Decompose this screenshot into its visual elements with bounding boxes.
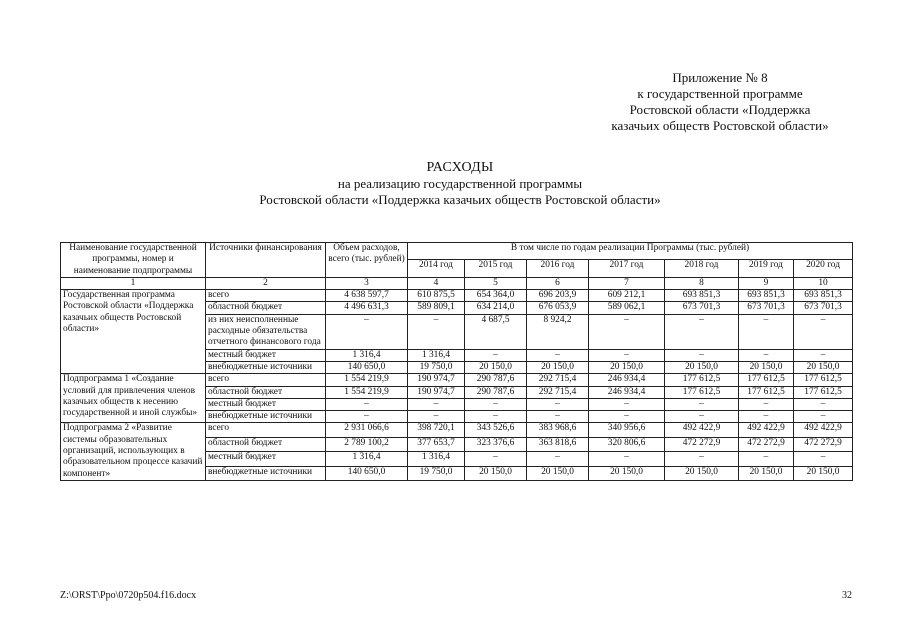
column-number: 6 (527, 277, 589, 289)
year-value: 673 701,3 (665, 302, 739, 314)
year-value: 323 376,6 (465, 437, 527, 451)
header-year: 2020 год (794, 260, 853, 277)
table-row (61, 374, 853, 386)
year-value: 673 701,3 (794, 302, 853, 314)
table-row (61, 423, 853, 437)
year-value: 20 150,0 (794, 466, 853, 480)
year-value: – (794, 452, 853, 466)
year-value: 693 851,3 (794, 290, 853, 302)
year-value: 4 687,5 (465, 314, 527, 349)
table-row (61, 290, 853, 302)
year-value: – (589, 411, 665, 423)
year-value: 472 272,9 (794, 437, 853, 451)
header-year: 2018 год (665, 260, 739, 277)
year-value: 20 150,0 (527, 361, 589, 373)
year-value: – (794, 314, 853, 349)
program-name: Государственная программа Ростовской области «Поддержка казачьих обществ Ростовской области» (61, 290, 206, 374)
year-value: – (527, 411, 589, 423)
title-line: на реализацию государственной программы (337, 176, 583, 191)
column-number: 3 (326, 277, 408, 289)
total-value: – (326, 398, 408, 410)
year-value: 693 851,3 (665, 290, 739, 302)
year-value: 1 316,4 (408, 452, 465, 466)
appendix-line: к государственной программе (637, 86, 803, 101)
funding-source: всего (206, 423, 326, 437)
table-body (61, 290, 853, 481)
file-path: Z:\ORST\Ppo\0720p504.f16.docx (60, 590, 197, 601)
year-value: 377 653,7 (408, 437, 465, 451)
year-value: 589 809,1 (408, 302, 465, 314)
year-value: – (739, 349, 794, 361)
year-value: – (739, 398, 794, 410)
year-value: 290 787,6 (465, 386, 527, 398)
total-value: 2 789 100,2 (326, 437, 408, 451)
year-value: – (665, 411, 739, 423)
year-value: 177 612,5 (665, 374, 739, 386)
year-value: 20 150,0 (589, 466, 665, 480)
year-value: 177 612,5 (665, 386, 739, 398)
year-value: – (794, 349, 853, 361)
year-value: 20 150,0 (794, 361, 853, 373)
year-value: – (665, 349, 739, 361)
column-number: 2 (206, 277, 326, 289)
year-value: – (794, 398, 853, 410)
appendix-line: казачьих обществ Ростовской области» (611, 118, 829, 133)
year-value: 20 150,0 (665, 361, 739, 373)
year-value: 654 364,0 (465, 290, 527, 302)
year-value: 20 150,0 (739, 361, 794, 373)
year-value: – (665, 398, 739, 410)
total-value: 1 316,4 (326, 349, 408, 361)
year-value: 589 062,1 (589, 302, 665, 314)
year-value: – (465, 452, 527, 466)
year-value: 696 203,9 (527, 290, 589, 302)
year-value: – (527, 452, 589, 466)
funding-source: внебюджетные источники (206, 361, 326, 373)
year-value: – (794, 411, 853, 423)
year-value: 320 806,6 (589, 437, 665, 451)
year-value: – (739, 314, 794, 349)
year-value: 340 956,6 (589, 423, 665, 437)
year-value: 398 720,1 (408, 423, 465, 437)
year-value: 363 818,6 (527, 437, 589, 451)
funding-source: областной бюджет (206, 437, 326, 451)
total-value: 2 931 066,6 (326, 423, 408, 437)
total-value: 140 650,0 (326, 361, 408, 373)
appendix-header (560, 70, 880, 134)
year-value: 190 974,7 (408, 374, 465, 386)
column-number: 7 (589, 277, 665, 289)
column-number: 1 (61, 277, 206, 289)
year-value: 20 150,0 (589, 361, 665, 373)
year-value: 20 150,0 (527, 466, 589, 480)
funding-source: местный бюджет (206, 452, 326, 466)
year-value: – (589, 452, 665, 466)
year-value: – (408, 398, 465, 410)
year-value: 19 750,0 (408, 361, 465, 373)
year-value: – (465, 349, 527, 361)
funding-source: всего (206, 374, 326, 386)
year-value: – (589, 398, 665, 410)
year-value: – (739, 452, 794, 466)
header-year: 2016 год (527, 260, 589, 277)
year-value: – (408, 411, 465, 423)
year-value: 246 934,4 (589, 386, 665, 398)
year-value: – (665, 314, 739, 349)
year-value: – (739, 411, 794, 423)
year-value: – (589, 349, 665, 361)
year-value: – (665, 452, 739, 466)
document-title (100, 160, 820, 208)
total-value: – (326, 314, 408, 349)
year-value: – (589, 314, 665, 349)
header-year: 2019 год (739, 260, 794, 277)
funding-source: внебюджетные источники (206, 466, 326, 480)
column-number: 10 (794, 277, 853, 289)
funding-source: местный бюджет (206, 398, 326, 410)
funding-source: областной бюджет (206, 386, 326, 398)
year-value: 383 968,6 (527, 423, 589, 437)
funding-source: внебюджетные источники (206, 411, 326, 423)
appendix-line: Ростовской области «Поддержка (629, 102, 811, 117)
year-value: 492 422,9 (665, 423, 739, 437)
year-value: 290 787,6 (465, 374, 527, 386)
year-value: 492 422,9 (739, 423, 794, 437)
total-value: 1 554 219,9 (326, 374, 408, 386)
funding-source: всего (206, 290, 326, 302)
header-year: 2015 год (465, 260, 527, 277)
page-number: 32 (842, 590, 852, 601)
year-value: 634 214,0 (465, 302, 527, 314)
year-value: 177 612,5 (794, 386, 853, 398)
year-value: 673 701,3 (739, 302, 794, 314)
year-value: 190 974,7 (408, 386, 465, 398)
year-value: 610 875,5 (408, 290, 465, 302)
program-name: Подпрограмма 2 «Развитие системы образовательных организаций, использующих в образовательном процессе казачий компонент» (61, 423, 206, 480)
title-line: Ростовской области «Поддержка казачьих обществ Ростовской области» (259, 192, 661, 207)
year-value: 20 150,0 (665, 466, 739, 480)
year-value: 177 612,5 (739, 374, 794, 386)
funding-source: местный бюджет (206, 349, 326, 361)
appendix-line: Приложение № 8 (672, 70, 768, 85)
year-value: 609 212,1 (589, 290, 665, 302)
year-value: 292 715,4 (527, 386, 589, 398)
header-name: Наименование государственной программы, номер и наименование подпрограммы (61, 243, 206, 278)
year-value: 246 934,4 (589, 374, 665, 386)
year-value: 472 272,9 (665, 437, 739, 451)
column-number: 4 (408, 277, 465, 289)
year-value: 19 750,0 (408, 466, 465, 480)
column-number: 9 (739, 277, 794, 289)
funding-source: областной бюджет (206, 302, 326, 314)
header-source: Источники финансирования (206, 243, 326, 278)
header-year: 2017 год (589, 260, 665, 277)
title-line: РАСХОДЫ (426, 160, 494, 175)
year-value: 472 272,9 (739, 437, 794, 451)
year-value: 292 715,4 (527, 374, 589, 386)
year-value: 177 612,5 (739, 386, 794, 398)
total-value: 4 496 631,3 (326, 302, 408, 314)
header-volume: Объем расходов, всего (тыс. рублей) (326, 243, 408, 278)
column-number: 5 (465, 277, 527, 289)
year-value: 1 316,4 (408, 349, 465, 361)
year-value: 20 150,0 (465, 466, 527, 480)
year-value: – (527, 349, 589, 361)
year-value: 20 150,0 (739, 466, 794, 480)
total-value: 140 650,0 (326, 466, 408, 480)
year-value: – (465, 398, 527, 410)
column-number-row (61, 277, 853, 289)
year-value: – (527, 398, 589, 410)
expenses-table (60, 242, 853, 481)
year-value: 20 150,0 (465, 361, 527, 373)
year-value: 693 851,3 (739, 290, 794, 302)
total-value: 1 316,4 (326, 452, 408, 466)
program-name: Подпрограмма 1 «Создание условий для привлечения членов казачьих обществ к несению государственной и иной службы» (61, 374, 206, 423)
year-value: – (408, 314, 465, 349)
column-number: 8 (665, 277, 739, 289)
header-by-years: В том числе по годам реализации Программы (тыс. рублей) (408, 243, 853, 260)
year-value: 676 053,9 (527, 302, 589, 314)
total-value: 4 638 597,7 (326, 290, 408, 302)
year-value: 492 422,9 (794, 423, 853, 437)
year-value: 343 526,6 (465, 423, 527, 437)
total-value: – (326, 411, 408, 423)
year-value: 177 612,5 (794, 374, 853, 386)
header-year: 2014 год (408, 260, 465, 277)
year-value: – (465, 411, 527, 423)
year-value: 8 924,2 (527, 314, 589, 349)
total-value: 1 554 219,9 (326, 386, 408, 398)
funding-source: из них неисполненные расходные обязательства отчетного финансового года (206, 314, 326, 349)
